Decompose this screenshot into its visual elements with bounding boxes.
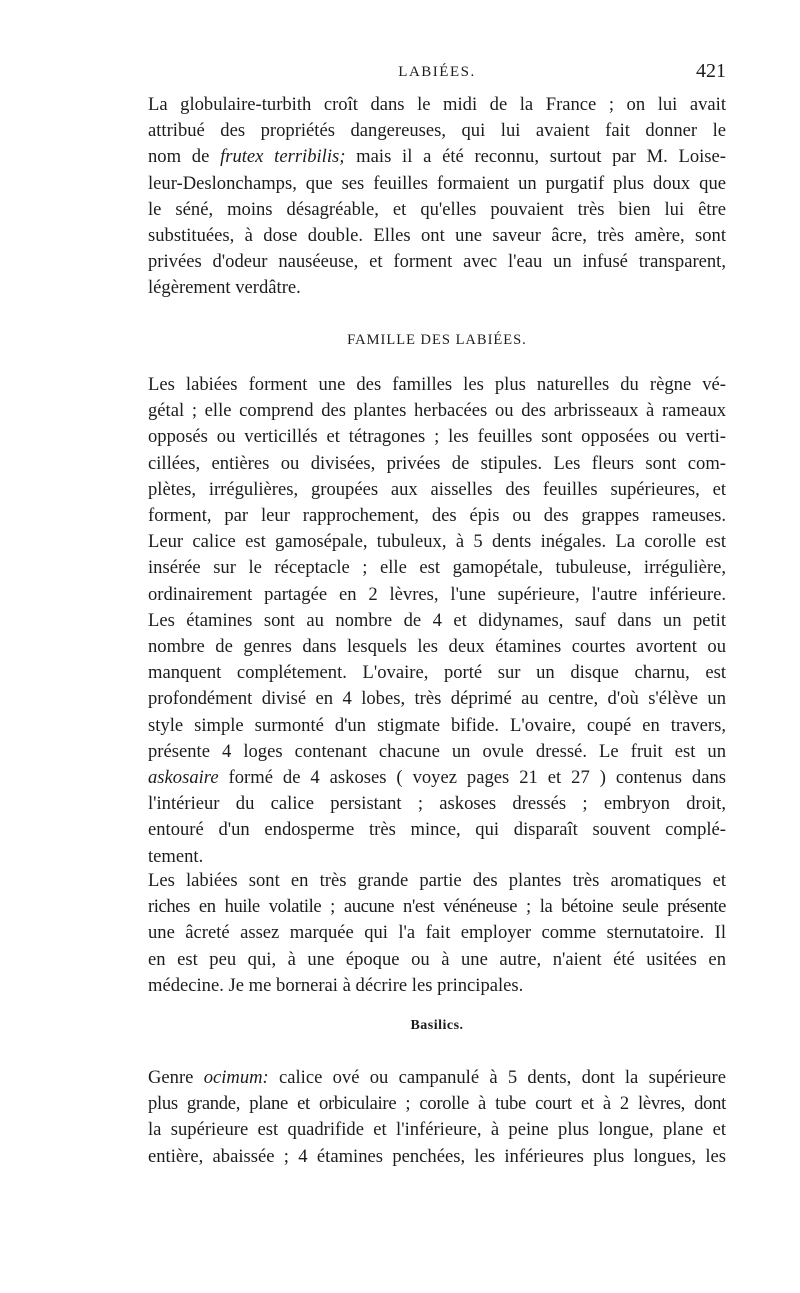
text-line: entière, abaissée ; 4 étamines penchées, les inférieures plus longues, les <box>148 1145 726 1167</box>
text-line: Les étamines sont au nombre de 4 et didynames, sauf dans un petit <box>148 609 726 631</box>
text-line: Les labiées forment une des familles les plus naturelles du règne vé- <box>148 374 726 395</box>
page-header <box>148 60 726 86</box>
text-line: insérée sur le réceptacle ; elle est gamopétale, tubuleuse, irrégulière, <box>148 557 726 579</box>
running-title: LABIÉES. <box>398 64 476 80</box>
text-line: entouré d'un endosperme très mince, qui disparaît souvent complé- <box>148 819 726 841</box>
text-line: la supérieure est quadrifide et l'inférieure, à peine plus longue, plane et <box>148 1119 726 1141</box>
text-line: manquent complétement. L'ovaire, porté sur un disque charnu, est <box>148 662 726 684</box>
text-line: présente 4 loges contenant chacune un ovule dressé. Le fruit est un <box>148 740 726 762</box>
text-line: en est peu qui, à une époque ou à une autre, n'aient été usitées en <box>148 948 726 970</box>
latin-name: askosaire <box>148 767 219 789</box>
text-line: une âcreté assez marquée qui l'a fait employer comme sternutatoire. Il <box>148 922 726 944</box>
text-line: substituées, à dose double. Elles ont une saveur âcre, très amère, sont <box>148 225 726 247</box>
section-title: FAMILLE DES LABIÉES. <box>347 332 527 348</box>
text-line: Genre ocimum: calice ové ou campanulé à 5 dents, dont la supérieure <box>148 1067 726 1088</box>
text-line: riches en huile volatile ; aucune n'est vénéneuse ; la bétoine seule présente <box>148 896 726 918</box>
text-line: cillées, entières ou divisées, privées de stipules. Les fleurs sont com- <box>148 452 726 474</box>
text-line: Les labiées sont en très grande partie des plantes très aromatiques et <box>148 870 726 891</box>
text-line: plus grande, plane et orbiculaire ; corolle à tube court et à 2 lèvres, dont <box>148 1093 726 1115</box>
text-line: nom de frutex terribilis; mais il a été reconnu, surtout par M. Loise- <box>148 146 726 168</box>
text-line: leur-Deslonchamps, que ses feuilles formaient un purgatif plus doux que <box>148 172 726 194</box>
text-line: opposés ou verticillés et tétragones ; les feuilles sont opposées ou verti- <box>148 426 726 448</box>
text-line: askosaire formé de 4 askoses ( voyez pages 21 et 27 ) contenus dans <box>148 767 726 789</box>
text-line: forment, par leur rapprochement, des épis ou des grappes rameuses. <box>148 505 726 527</box>
paragraph-aromatic-properties <box>148 868 726 999</box>
latin-name: ocimum: <box>203 1067 269 1088</box>
page-number: 421 <box>696 60 726 82</box>
text-line: légèrement verdâtre. <box>148 277 301 299</box>
text-line: tement. <box>148 845 204 867</box>
text-line: profondément divisé en 4 lobes, très déprimé au centre, d'où s'élève un <box>148 688 726 710</box>
text-line: style simple surmonté d'un stigmate bifide. L'ovaire, coupé en travers, <box>148 714 726 736</box>
text-line: le séné, moins désagréable, et qu'elles pouvaient très bien lui être <box>148 198 726 220</box>
text-line: Leur calice est gamosépale, tubuleux, à 5 dents inégales. La corolle est <box>148 531 726 553</box>
text-line: gétal ; elle comprend des plantes herbacées ou des arbrisseaux à rameaux <box>148 400 726 422</box>
text-line: l'intérieur du calice persistant ; askoses dressés ; embryon droit, <box>148 793 726 815</box>
subsection-title: Basilics. <box>410 1018 464 1033</box>
text-line: La globulaire-turbith croît dans le midi de la France ; on lui avait <box>148 94 726 115</box>
paragraph-basilics <box>148 1065 726 1170</box>
paragraph-family-description <box>148 372 726 870</box>
text-line: plètes, irrégulières, groupées aux aisselles des feuilles supérieures, et <box>148 478 726 500</box>
text-line: attribué des propriétés dangereuses, qui lui avaient fait donner le <box>148 120 726 142</box>
text-line: ordinairement partagée en 2 lèvres, l'une supérieure, l'autre inférieure. <box>148 583 726 605</box>
paragraph-globulaire <box>148 92 726 302</box>
text-line: médecine. Je me bornerai à décrire les principales. <box>148 974 524 996</box>
latin-name: frutex terribilis; <box>220 146 346 168</box>
text-line: privées d'odeur nauséeuse, et forment avec l'eau un infusé transparent, <box>148 251 726 273</box>
text-line: nombre de genres dans lesquels les deux étamines courtes avortent ou <box>148 636 726 658</box>
